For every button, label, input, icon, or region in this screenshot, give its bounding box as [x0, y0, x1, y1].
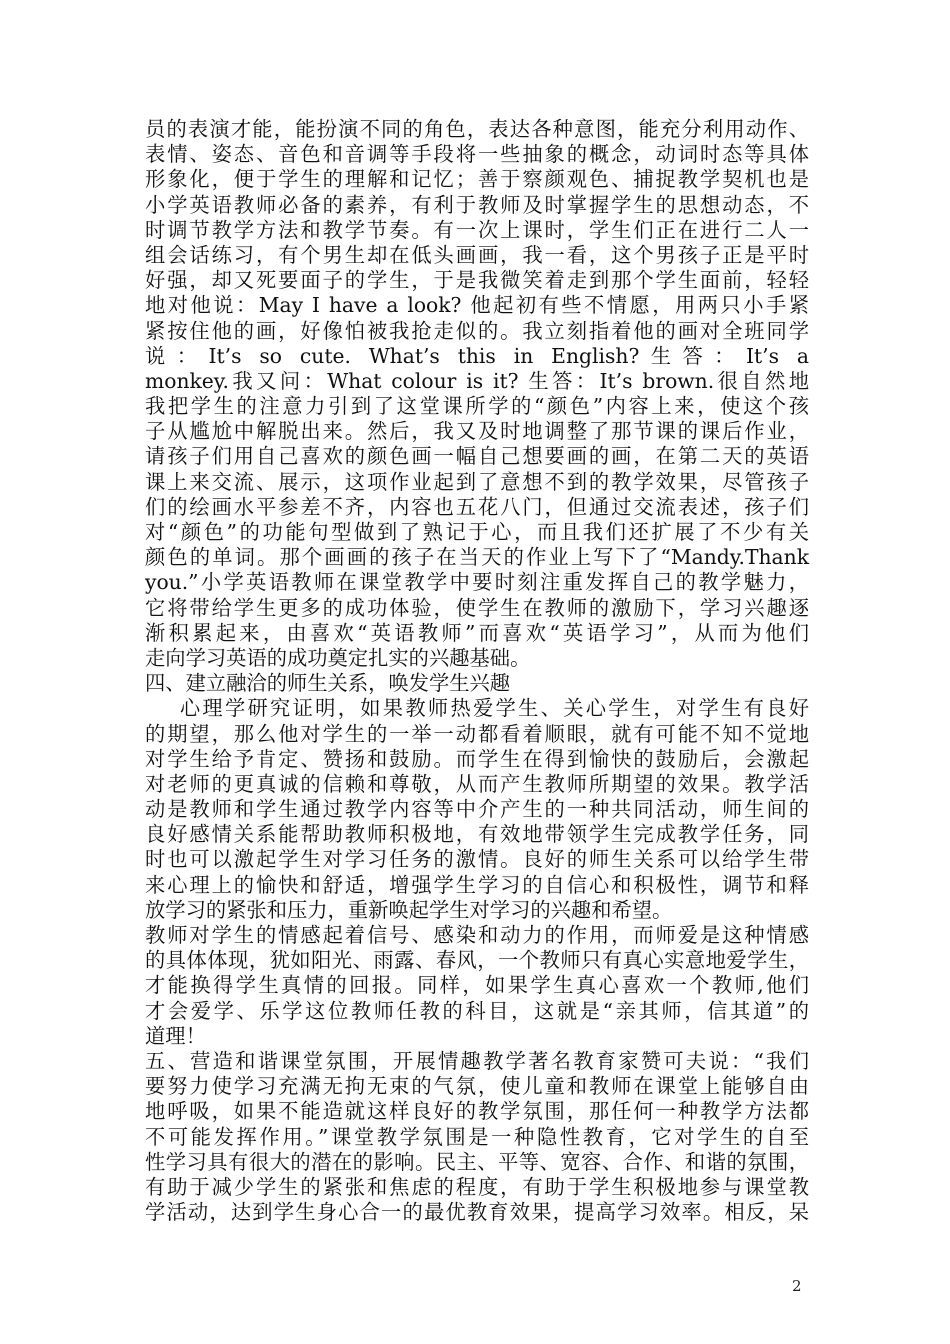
- text-line: 四、建立融洽的师生关系，唤发学生兴趣: [145, 671, 511, 696]
- text-line: 道理！: [145, 1023, 206, 1048]
- text-line: 组会话练习，有个男生却在低头画画，我一看，这个男孩子正是平时: [145, 242, 809, 267]
- text-line: 对老师的更真诚的信赖和尊敬，从而产生教师所期望的效果。教学活: [145, 771, 809, 796]
- text-line: 地呼吸，如果不能造就这样良好的教学氛围，那任何一种教学方法都: [145, 1099, 809, 1124]
- text-line: 才会爱学、乐学这位教师任教的科目，这就是“亲其师，信其道”的: [145, 998, 809, 1023]
- page-number: 2: [792, 1277, 802, 1295]
- text-line: 形象化，便于学生的理解和记忆；善于察颜观色、捕捉教学契机也是: [145, 167, 809, 192]
- text-line: 放学习的紧张和压力，重新唤起学生对学习的兴趣和希望。: [145, 897, 673, 922]
- text-line: 颜色的单词。那个画画的孩子在当天的作业上写下了“Mandy.Thank: [145, 545, 809, 570]
- text-line: 学活动，达到学生身心合一的最优教育效果，提高学习效率。相反，呆: [145, 1200, 809, 1225]
- text-line: 对“颜色”的功能句型做到了熟记于心，而且我们还扩展了不少有关: [145, 520, 809, 544]
- text-line: 们的绘画水平参差不齐，内容也五花八门，但通过交流表述，孩子们: [145, 494, 809, 519]
- text-line: 时也可以激起学生对学习任务的激情。良好的师生关系可以给学生带: [145, 847, 809, 872]
- text-line: 性学习具有很大的潜在的影响。民主、平等、宽容、合作、和谐的氛围，: [145, 1149, 809, 1174]
- text-line: 我把学生的注意力引到了这堂课所学的“颜色”内容上来，使这个孩: [145, 394, 809, 419]
- text-line: 来心理上的愉快和舒适，增强学生学习的自信心和积极性，调节和释: [145, 872, 809, 897]
- text-line: 的期望，那么他对学生的一举一动都看着顺眼，就有可能不知不觉地: [145, 721, 809, 746]
- text-line: 有助于减少学生的紧张和焦虑的程度，有助于学生积极地参与课堂教: [145, 1174, 809, 1199]
- text-line: 子从尴尬中解脱出来。然后，我又及时地调整了那节课的课后作业，: [145, 419, 809, 444]
- text-line: 地对他说：May I have a look? 他起初有些不情愿，用两只小手紧: [145, 293, 809, 318]
- text-line: 员的表演才能，能扮演不同的角色，表达各种意图，能充分利用动作、: [145, 117, 809, 141]
- text-line: 表情、姿态、音色和音调等手段将一些抽象的概念，动词时态等具体: [145, 142, 809, 167]
- text-line: 的具体体现，犹如阳光、雨露、春风，一个教师只有真心实意地爱学生，: [145, 948, 809, 973]
- text-line: you.”小学英语教师在课堂教学中要时刻注重发挥自己的教学魅力，: [145, 570, 809, 595]
- text-line: 紧按住他的画，好像怕被我抢走似的。我立刻指着他的画对全班同学: [145, 318, 809, 343]
- text-line: 它将带给学生更多的成功体验，使学生在教师的激励下，学习兴趣逐: [145, 595, 809, 620]
- text-line: 教师对学生的情感起着信号、感染和动力的作用，而师爱是这种情感: [145, 923, 809, 947]
- text-line: 走向学习英语的成功奠定扎实的兴趣基础。: [145, 645, 531, 670]
- text-line: 课上来交流、展示，这项作业起到了意想不到的教学效果，尽管孩子: [145, 469, 809, 494]
- body-text: [145, 117, 809, 1225]
- text-line: 要努力使学习充满无拘无束的气氛，使儿童和教师在课堂上能够自由: [145, 1074, 809, 1099]
- text-line: 动是教师和学生通过教学内容等中介产生的一种共同活动，师生间的: [145, 797, 809, 822]
- text-line: 才能换得学生真情的回报。同样，如果学生真心喜欢一个教师,他们: [145, 973, 809, 998]
- text-line: 好强，却又死要面子的学生，于是我微笑着走到那个学生面前，轻轻: [145, 268, 809, 293]
- text-line: 良好感情关系能帮助教师积极地，有效地带领学生完成教学任务，同: [145, 822, 809, 847]
- text-line: 小学英语教师必备的素养，有利于教师及时掌握学生的思想动态，不: [145, 192, 809, 217]
- text-line: 时调节教学方法和教学节奏。有一次上课时，学生们正在进行二人一: [145, 217, 809, 242]
- text-line: monkey.我又问：What colour is it? 生答：It’s brown.很自然地: [145, 368, 809, 393]
- text-line: 心理学研究证明，如果教师热爱学生、关心学生，对学生有良好: [145, 696, 809, 721]
- text-line: 不可能发挥作用。”课堂教学氛围是一种隐性教育，它对学生的自至: [145, 1124, 809, 1149]
- text-line: 请孩子们用自己喜欢的颜色画一幅自己想要画的画，在第二天的英语: [145, 444, 809, 469]
- text-line: 五、营造和谐课堂氛围，开展情趣教学著名教育家赞可夫说：“我们: [145, 1048, 809, 1073]
- text-line: 说：It’s so cute. What’s this in English?生答：It’s a: [145, 343, 809, 368]
- text-line: 渐积累起来，由喜欢“英语教师”而喜欢“英语学习”，从而为他们: [145, 620, 809, 645]
- text-line: 对学生给予肯定、赞扬和鼓励。而学生在得到愉快的鼓励后，会激起: [145, 746, 809, 771]
